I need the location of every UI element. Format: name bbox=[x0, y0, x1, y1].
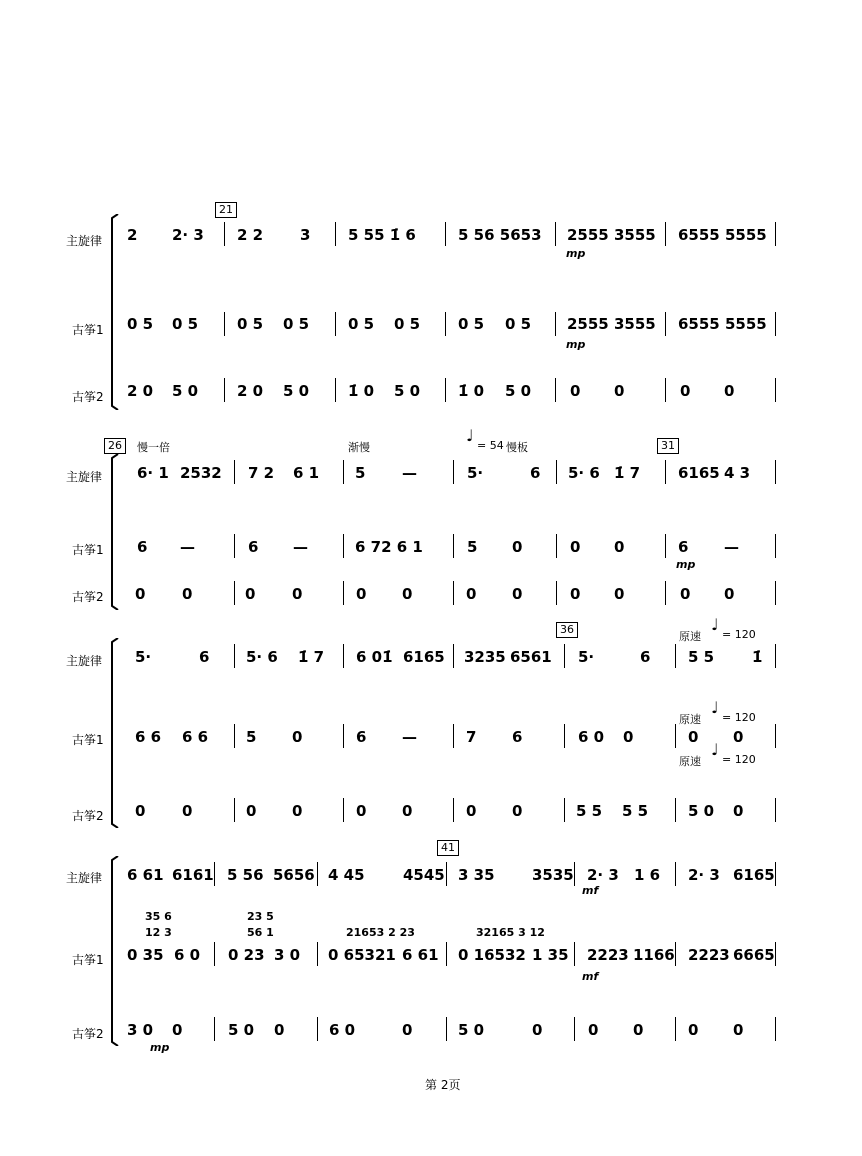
note-group: 7 bbox=[466, 728, 477, 746]
barline bbox=[224, 378, 225, 402]
note-group: 2555 3555 bbox=[567, 315, 656, 333]
barline bbox=[665, 378, 666, 402]
barline bbox=[343, 534, 344, 558]
chord-stack: 35 6 bbox=[145, 910, 172, 923]
barline bbox=[775, 534, 776, 558]
note-group: 0 5 bbox=[458, 315, 485, 333]
dynamic-marking: mp bbox=[676, 558, 696, 571]
note-group: 0 bbox=[135, 802, 146, 820]
note-group: 0 bbox=[135, 585, 146, 603]
quarter-note-icon: ♩ bbox=[711, 615, 719, 634]
note-group: 0 bbox=[570, 585, 581, 603]
note-group: 0 bbox=[614, 538, 625, 556]
note-group: 0 bbox=[246, 802, 257, 820]
note-group: 0 5 bbox=[172, 315, 199, 333]
barline bbox=[775, 312, 776, 336]
note-group: 0 5 bbox=[505, 315, 532, 333]
part-label: 古筝1 bbox=[72, 323, 104, 337]
note-group: 5656 bbox=[273, 866, 315, 884]
note-group: 6 61 bbox=[127, 866, 164, 884]
barline bbox=[556, 460, 557, 484]
part-label: 主旋律 bbox=[66, 871, 103, 885]
measure-number-box: 41 bbox=[437, 840, 459, 856]
part-label: 古筝1 bbox=[72, 953, 104, 967]
note-group: 2 0 bbox=[127, 382, 154, 400]
note-group: 0 bbox=[724, 585, 735, 603]
dynamic-marking: mp bbox=[566, 247, 586, 260]
part-label: 古筝2 bbox=[72, 809, 104, 823]
note-group: 6 61 bbox=[402, 946, 439, 964]
barline bbox=[574, 862, 575, 886]
note-group: 1̇ 0 bbox=[348, 382, 375, 400]
barline bbox=[343, 798, 344, 822]
barline bbox=[556, 534, 557, 558]
note-group: 6 bbox=[678, 538, 689, 556]
note-group: 4 3 bbox=[724, 464, 751, 482]
barline bbox=[453, 724, 454, 748]
note-group: 0 5 bbox=[348, 315, 375, 333]
note-group: 6 72 6 1 bbox=[355, 538, 423, 556]
barline bbox=[453, 581, 454, 605]
barline bbox=[574, 942, 575, 966]
note-group: 0 23 bbox=[228, 946, 265, 964]
note-group: 6· 1 bbox=[137, 464, 169, 482]
note-group: 0 35 bbox=[127, 946, 164, 964]
note-group: 2532 bbox=[180, 464, 222, 482]
note-group: 0 5 bbox=[394, 315, 421, 333]
barline bbox=[335, 378, 336, 402]
note-group: 2 bbox=[127, 226, 138, 244]
tempo-marking: 慢一倍 bbox=[137, 441, 170, 454]
barline bbox=[665, 534, 666, 558]
barline bbox=[775, 644, 776, 668]
note-group: 5· bbox=[135, 648, 152, 666]
note-group: 5 5 bbox=[688, 648, 715, 666]
barline bbox=[343, 581, 344, 605]
barline bbox=[234, 460, 235, 484]
note-group: 0 bbox=[512, 802, 523, 820]
note-group: 5· bbox=[467, 464, 484, 482]
note-group: 3 bbox=[300, 226, 311, 244]
barline bbox=[574, 1017, 575, 1041]
note-group: 5 0 bbox=[688, 802, 715, 820]
note-group: 0 bbox=[688, 1021, 699, 1039]
note-group: 1166 bbox=[633, 946, 675, 964]
barline bbox=[453, 644, 454, 668]
tempo-marking: 原速 bbox=[679, 755, 701, 768]
chord-stack: 56 1 bbox=[247, 926, 274, 939]
note-group: 5 0 bbox=[283, 382, 310, 400]
barline bbox=[775, 1017, 776, 1041]
barline bbox=[675, 798, 676, 822]
barline bbox=[234, 724, 235, 748]
note-group: 6555 5555 bbox=[678, 226, 767, 244]
barline bbox=[445, 378, 446, 402]
part-label: 主旋律 bbox=[66, 470, 103, 484]
barline bbox=[234, 534, 235, 558]
note-group: 1̇ 7 bbox=[614, 464, 641, 482]
note-group: 2· 3 bbox=[587, 866, 619, 884]
note-group: 6 01̇ bbox=[356, 648, 393, 666]
metronome-marking: = 120 bbox=[722, 711, 756, 724]
barline bbox=[555, 222, 556, 246]
note-group: 0 bbox=[733, 728, 744, 746]
barline bbox=[564, 724, 565, 748]
note-group: 5 0 bbox=[228, 1021, 255, 1039]
note-group: 0 bbox=[680, 382, 691, 400]
note-group: 2555 3555 bbox=[567, 226, 656, 244]
note-group: 6 bbox=[137, 538, 148, 556]
note-group: — bbox=[724, 538, 739, 556]
metronome-marking: = 120 bbox=[722, 628, 756, 641]
barline bbox=[343, 460, 344, 484]
chord-stack: 23 5 bbox=[247, 910, 274, 923]
note-group: 0 bbox=[633, 1021, 644, 1039]
note-group: 5 bbox=[355, 464, 366, 482]
note-group: 6 0 bbox=[578, 728, 605, 746]
note-group: 6165 bbox=[678, 464, 720, 482]
dynamic-marking: mf bbox=[582, 884, 599, 897]
note-group: 2· 3 bbox=[172, 226, 204, 244]
note-group: 6 bbox=[356, 728, 367, 746]
note-group: 0 65321 bbox=[328, 946, 396, 964]
barline bbox=[675, 942, 676, 966]
note-group: 0 bbox=[245, 585, 256, 603]
note-group: 1̇ 7 bbox=[298, 648, 325, 666]
barline bbox=[665, 222, 666, 246]
note-group: 0 bbox=[292, 728, 303, 746]
note-group: 6 0 bbox=[329, 1021, 356, 1039]
note-group: 1̇ 0 bbox=[458, 382, 485, 400]
barline bbox=[665, 581, 666, 605]
system-bracket bbox=[108, 454, 122, 610]
note-group: 5 bbox=[467, 538, 478, 556]
barline bbox=[214, 942, 215, 966]
system-bracket bbox=[108, 638, 122, 828]
barline bbox=[564, 644, 565, 668]
note-group: 4545 bbox=[403, 866, 445, 884]
note-group: 2· 3 bbox=[688, 866, 720, 884]
barline bbox=[775, 862, 776, 886]
note-group: 6 bbox=[512, 728, 523, 746]
note-group: 5· bbox=[578, 648, 595, 666]
note-group: 0 bbox=[588, 1021, 599, 1039]
note-group: 0 bbox=[512, 538, 523, 556]
part-label: 古筝1 bbox=[72, 733, 104, 747]
note-group: 5· 6 bbox=[246, 648, 278, 666]
note-group: 5 0 bbox=[505, 382, 532, 400]
note-group: 5 5 bbox=[576, 802, 603, 820]
barline bbox=[775, 724, 776, 748]
note-group: 0 bbox=[356, 585, 367, 603]
barline bbox=[214, 1017, 215, 1041]
measure-number-box: 26 bbox=[104, 438, 126, 454]
note-group: 0 bbox=[733, 1021, 744, 1039]
note-group: 0 bbox=[292, 585, 303, 603]
barline bbox=[775, 942, 776, 966]
note-group: 3 0 bbox=[127, 1021, 154, 1039]
note-group: 0 bbox=[512, 585, 523, 603]
barline bbox=[775, 798, 776, 822]
page-number: 第 2页 bbox=[425, 1078, 461, 1092]
note-group: 0 bbox=[182, 802, 193, 820]
note-group: 5 0 bbox=[172, 382, 199, 400]
barline bbox=[224, 222, 225, 246]
barline bbox=[335, 312, 336, 336]
note-group: 6665 bbox=[733, 946, 775, 964]
note-group: 0 bbox=[402, 802, 413, 820]
tempo-marking: 原速 bbox=[679, 713, 701, 726]
note-group: 0 bbox=[614, 382, 625, 400]
barline bbox=[675, 724, 676, 748]
barline bbox=[234, 644, 235, 668]
barline bbox=[555, 378, 556, 402]
note-group: 6 1 bbox=[293, 464, 320, 482]
part-label: 古筝2 bbox=[72, 590, 104, 604]
barline bbox=[665, 460, 666, 484]
barline bbox=[453, 460, 454, 484]
note-group: 6 bbox=[199, 648, 210, 666]
note-group: 0 bbox=[570, 382, 581, 400]
barline bbox=[317, 862, 318, 886]
barline bbox=[343, 724, 344, 748]
dynamic-marking: mp bbox=[566, 338, 586, 351]
barline bbox=[224, 312, 225, 336]
system-bracket bbox=[108, 214, 122, 410]
note-group: — bbox=[293, 538, 308, 556]
note-group: 0 bbox=[614, 585, 625, 603]
note-group: 6 0 bbox=[174, 946, 201, 964]
barline bbox=[775, 222, 776, 246]
barline bbox=[234, 581, 235, 605]
barline bbox=[445, 222, 446, 246]
note-group: 0 bbox=[680, 585, 691, 603]
dynamic-marking: mf bbox=[582, 970, 599, 983]
barline bbox=[556, 581, 557, 605]
note-group: 5 0 bbox=[394, 382, 421, 400]
note-group: 6561 bbox=[510, 648, 552, 666]
note-group: 0 bbox=[466, 585, 477, 603]
note-group: 2 2 bbox=[237, 226, 264, 244]
note-group: 0 bbox=[532, 1021, 543, 1039]
barline bbox=[775, 460, 776, 484]
quarter-note-icon: ♩ bbox=[711, 740, 719, 759]
note-group: 0 bbox=[402, 585, 413, 603]
barline bbox=[446, 1017, 447, 1041]
note-group: — bbox=[402, 728, 417, 746]
note-group: 0 bbox=[172, 1021, 183, 1039]
note-group: 6165 bbox=[733, 866, 775, 884]
tempo-marking: 原速 bbox=[679, 630, 701, 643]
barline bbox=[665, 312, 666, 336]
note-group: 5 56 bbox=[227, 866, 264, 884]
note-group: 6 bbox=[640, 648, 651, 666]
barline bbox=[446, 862, 447, 886]
note-group: 5 56 5653 bbox=[458, 226, 542, 244]
note-group: 2223 bbox=[587, 946, 629, 964]
note-group: 0 bbox=[182, 585, 193, 603]
barline bbox=[775, 581, 776, 605]
quarter-note-icon: ♩ bbox=[711, 698, 719, 717]
barline bbox=[555, 312, 556, 336]
barline bbox=[234, 798, 235, 822]
note-group: 6165 bbox=[403, 648, 445, 666]
tempo-marking: 慢板 bbox=[506, 441, 528, 454]
note-group: 5· 6 bbox=[568, 464, 600, 482]
note-group: 0 16532 bbox=[458, 946, 526, 964]
note-group: 0 bbox=[623, 728, 634, 746]
note-group: — bbox=[402, 464, 417, 482]
dynamic-marking: mp bbox=[150, 1041, 170, 1054]
note-group: 0 5 bbox=[237, 315, 264, 333]
note-group: 1 6 bbox=[634, 866, 661, 884]
barline bbox=[675, 644, 676, 668]
note-group: 0 bbox=[356, 802, 367, 820]
barline bbox=[214, 862, 215, 886]
note-group: 6 bbox=[530, 464, 541, 482]
part-label: 古筝2 bbox=[72, 1027, 104, 1041]
note-group: 6555 5555 bbox=[678, 315, 767, 333]
barline bbox=[317, 1017, 318, 1041]
note-group: 1̇ bbox=[752, 648, 763, 666]
note-group: 1 35 bbox=[532, 946, 569, 964]
note-group: 0 bbox=[292, 802, 303, 820]
note-group: 3535 bbox=[532, 866, 574, 884]
note-group: 5 0 bbox=[458, 1021, 485, 1039]
note-group: 3235 bbox=[464, 648, 506, 666]
system-bracket bbox=[108, 856, 122, 1046]
quarter-note-icon: ♩ bbox=[466, 426, 474, 445]
barline bbox=[445, 312, 446, 336]
metronome-marking: = 54 bbox=[477, 439, 504, 452]
barline bbox=[453, 798, 454, 822]
barline bbox=[675, 862, 676, 886]
note-group: 3 0 bbox=[274, 946, 301, 964]
chord-stack: 21653 2 23 bbox=[346, 926, 415, 939]
barline bbox=[453, 534, 454, 558]
barline bbox=[343, 644, 344, 668]
note-group: — bbox=[180, 538, 195, 556]
note-group: 0 bbox=[724, 382, 735, 400]
note-group: 5 5 bbox=[622, 802, 649, 820]
part-label: 主旋律 bbox=[66, 234, 103, 248]
note-group: 4 45 bbox=[328, 866, 365, 884]
part-label: 古筝1 bbox=[72, 543, 104, 557]
note-group: 0 bbox=[570, 538, 581, 556]
part-label: 主旋律 bbox=[66, 654, 103, 668]
tempo-marking: 渐慢 bbox=[348, 441, 370, 454]
note-group: 0 5 bbox=[283, 315, 310, 333]
note-group: 0 bbox=[274, 1021, 285, 1039]
note-group: 6161 bbox=[172, 866, 214, 884]
note-group: 0 bbox=[466, 802, 477, 820]
note-group: 6 6 bbox=[135, 728, 162, 746]
barline bbox=[775, 378, 776, 402]
chord-stack: 12 3 bbox=[145, 926, 172, 939]
measure-number-box: 31 bbox=[657, 438, 679, 454]
note-group: 2 0 bbox=[237, 382, 264, 400]
chord-stack: 32165 3 12 bbox=[476, 926, 545, 939]
barline bbox=[317, 942, 318, 966]
note-group: 3 35 bbox=[458, 866, 495, 884]
note-group: 0 5 bbox=[127, 315, 154, 333]
note-group: 2223 bbox=[688, 946, 730, 964]
measure-number-box: 36 bbox=[556, 622, 578, 638]
barline bbox=[335, 222, 336, 246]
note-group: 5 55 1̇ 6 bbox=[348, 226, 416, 244]
barline bbox=[564, 798, 565, 822]
note-group: 6 bbox=[248, 538, 259, 556]
note-group: 0 bbox=[688, 728, 699, 746]
note-group: 7 2 bbox=[248, 464, 275, 482]
note-group: 5 bbox=[246, 728, 257, 746]
part-label: 古筝2 bbox=[72, 390, 104, 404]
barline bbox=[675, 1017, 676, 1041]
measure-number-box: 21 bbox=[215, 202, 237, 218]
note-group: 0 bbox=[402, 1021, 413, 1039]
metronome-marking: = 120 bbox=[722, 753, 756, 766]
note-group: 6 6 bbox=[182, 728, 209, 746]
barline bbox=[446, 942, 447, 966]
note-group: 0 bbox=[733, 802, 744, 820]
